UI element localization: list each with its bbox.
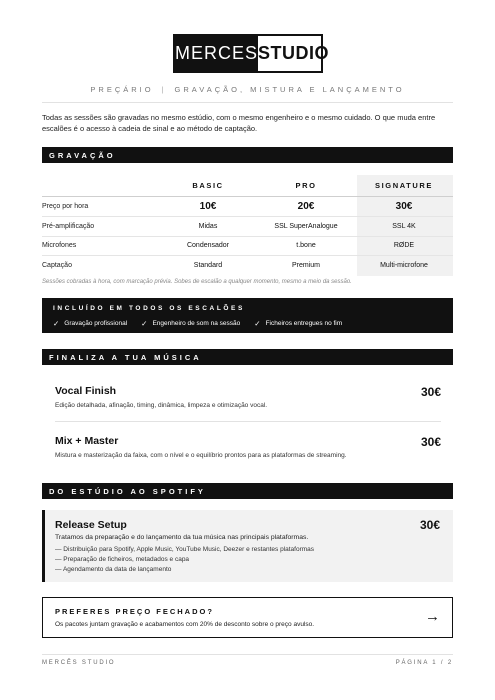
logo-text-left: MERCES [175,36,258,71]
row-label: Preço por hora [42,203,89,210]
subtitle-left: PREÇÁRIO [90,85,154,94]
check-icon: ✓ [254,319,261,328]
list-item: — Preparação de ficheiros, metadados e capa [55,556,190,564]
pricing-table [42,175,453,276]
footer-studio-name: MERCÊS STUDIO [42,660,116,666]
list-item: — Distribuição para Spotify, Apple Music, YouTube Music, Deezer e restantes plataformas [55,546,315,553]
included-item-label: Engenheiro de som na sessão [152,320,241,327]
section-bar-gravacao: GRAVAÇÃO [42,147,453,163]
service-divider [55,421,441,422]
page-footer [42,660,453,666]
list-item: — Agendamento da data de lançamento [55,566,172,574]
included-box [42,298,453,333]
service-price: 30€ [420,435,441,449]
cell-value: t.bone [296,242,316,250]
fixed-price-cta[interactable] [42,597,453,638]
service-description: Tratamos da preparação e do lançamento da tua música nas principais plataformas. [55,534,309,541]
included-item [53,319,127,328]
included-item-label: Gravação profissional [64,320,128,327]
service-price: 30€ [420,385,441,399]
included-item [141,319,240,328]
check-icon: ✓ [53,319,60,328]
footer-divider [42,654,453,655]
service-mix-master [55,435,441,459]
table-row [42,217,453,237]
service-price: 30€ [419,518,440,532]
cell-value: Standard [193,262,223,270]
included-item-label: Ficheiros entregues no fim [265,320,343,327]
column-basic: BASIC [192,181,224,190]
table-row [42,237,453,257]
page-number: PÁGINA 1 / 2 [395,660,453,666]
service-vocal-finish [55,385,441,409]
service-name: Mix + Master [55,435,119,447]
cell-value: SSL 4K [392,222,416,230]
cell-value: Premium [291,262,320,270]
cell-value: 20€ [297,201,315,212]
subtitle-separator: | [161,85,167,94]
section-bar-spotify: DO ESTÚDIO AO SPOTIFY [42,483,453,499]
subtitle-right: GRAVAÇÃO, MISTURA E LANÇAMENTO [174,85,405,94]
service-name: Release Setup [55,519,127,531]
service-description: Edição detalhada, afinação, timing, dinâmica, limpeza e otimização vocal. [55,402,268,409]
cell-value: 30€ [395,201,413,212]
table-row [42,256,453,276]
row-label: Microfones [42,242,77,250]
cta-title: PREFERES PREÇO FECHADO? [55,607,214,616]
check-icon: ✓ [141,319,148,328]
cell-value: Midas [198,222,218,230]
header-divider [42,102,453,103]
studio-logo [173,34,330,73]
column-signature: SIGNATURE [374,181,433,190]
cell-value: Condensador [186,242,230,250]
row-label: Captação [42,262,72,270]
logo-text-right: STUDIO [258,43,330,63]
table-header-row [42,175,453,197]
cell-value: 10€ [199,201,217,212]
table-row [42,197,453,217]
service-description: Mistura e masterização da faixa, com o nível e o equilíbrio prontos para as plataformas de streaming. [55,452,347,459]
release-setup-card [42,510,453,582]
service-name: Vocal Finish [55,385,117,397]
release-bullets [55,545,314,576]
included-list [53,319,453,328]
page-subtitle [0,85,495,94]
arrow-right-icon[interactable]: → [425,608,440,625]
pricing-note: Sessões cobradas à hora, com marcação prévia. Sobes de escalão a qualquer momento, mesmo a meio da sessão. [42,279,352,285]
included-title: INCLUÍDO EM TODOS OS ESCALÕES [53,305,245,312]
intro-paragraph: Todas as sessões são gravadas no mesmo estúdio, com o mesmo engenheiro e o mesmo cuidado. O que muda entre escalões é o acesso à cadeia de sinal e ao método de captação. [42,113,436,133]
cell-value: Multi-microfone [380,262,428,270]
column-pro: PRO [295,181,317,190]
row-label: Pré-amplificação [42,222,95,230]
cta-description: Os pacotes juntam gravação e acabamentos com 20% de desconto sobre o preço avulso. [55,621,315,628]
included-item [254,319,342,328]
cell-value: SSL SuperAnalogue [274,222,338,230]
section-bar-finaliza: FINALIZA A TUA MÚSICA [42,349,453,365]
cell-value: RØDE [393,242,415,250]
